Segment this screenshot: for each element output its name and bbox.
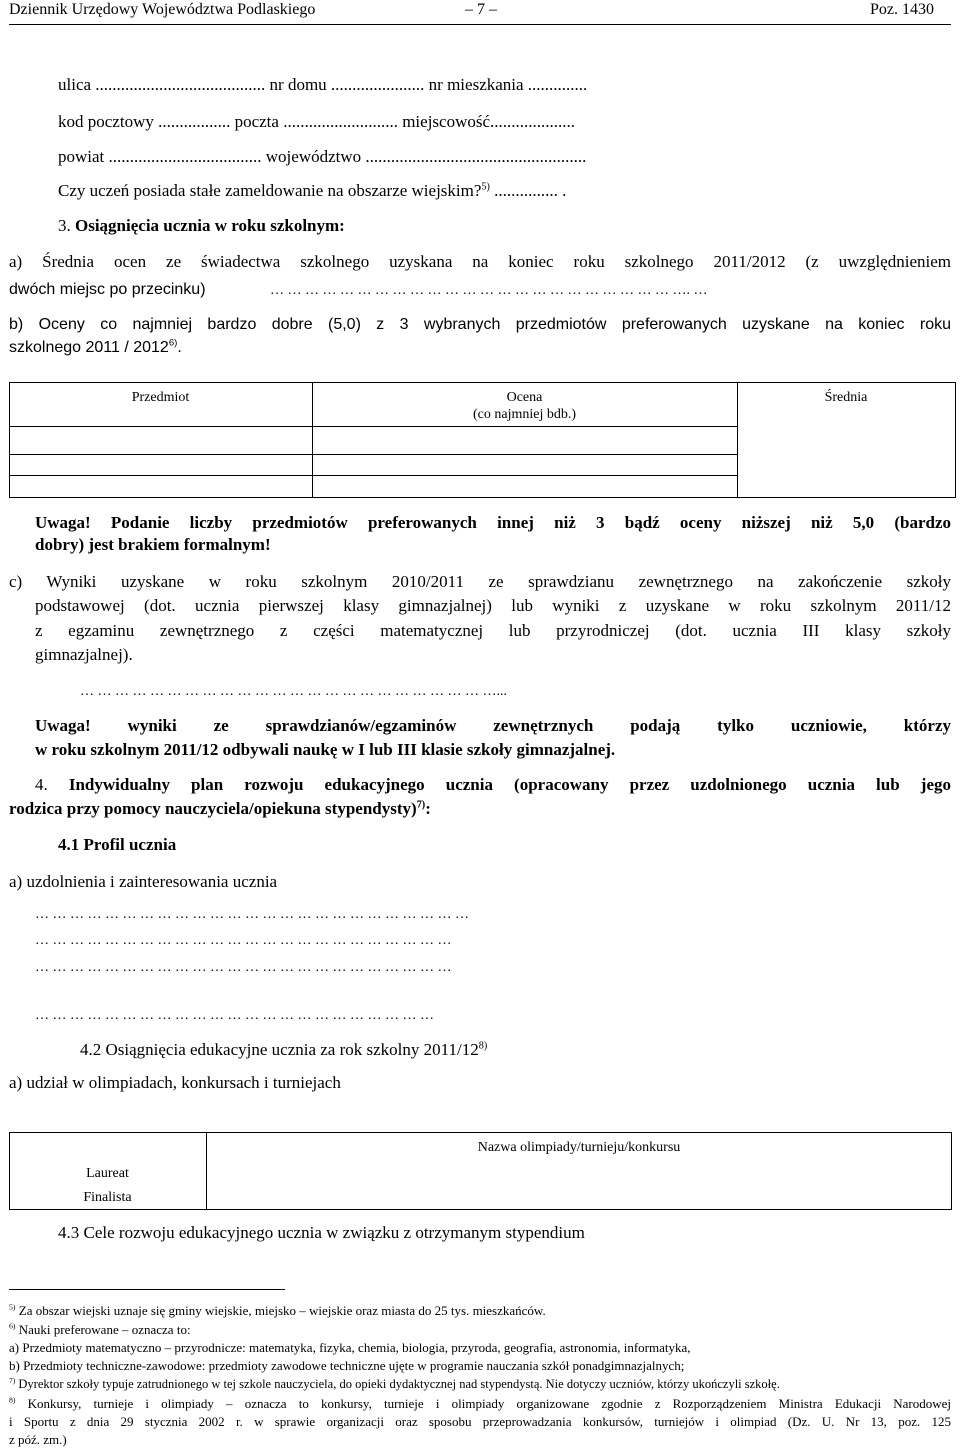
footnote-mark: 7) (9, 1375, 16, 1385)
footnote-text: Dyrektor szkoły typuje zatrudnionego w tej szkole nauczyciela, do opieki dydaktycznej nad stypendystą. Nie dotyczy uczniów, którzy ukończyli szkołę. (15, 1377, 780, 1391)
section-c-line2: podstawowej (dot. ucznia pierwszej klasy gimnazjalnej) lub wyniki z uzyskane w roku szkolnym 2011/12 (35, 596, 951, 615)
warning-1-line2: dobry) jest brakiem formalnym! (35, 535, 271, 554)
footnote-8-line1 (9, 1396, 951, 1412)
grades-subject-cell-3[interactable] (10, 476, 312, 497)
section-4-3-heading: 4.3 Cele rozwoju edukacyjnego ucznia w związku z otrzymanym stypendium (58, 1223, 585, 1242)
section-4-2-text: 4.2 Osiągnięcia edukacyjne ucznia za rok szkolny 2011/12 (80, 1040, 479, 1059)
grades-col-average: Średnia (824, 390, 868, 405)
footnote-mark: 8) (9, 1395, 16, 1405)
rural-answer-dots: ............... . (489, 181, 567, 200)
page-number: – 7 – (465, 1, 497, 18)
section-4-2-heading (80, 1040, 487, 1060)
footnote-8-line2: i Sportu z dnia 29 stycznia 2002 r. w sprawie organizacji oraz sposobu przeprowadzania konkursów, turniejów i olimpiad (Dz. U. Nr 13, poz. 125 (9, 1414, 951, 1429)
footnote-mark: 6) (9, 1321, 16, 1331)
rural-residence-question (58, 181, 566, 201)
footnote-rule (9, 1289, 285, 1290)
olympiad-laureate-label: Laureat (86, 1166, 129, 1181)
section-3-heading (58, 216, 345, 236)
footnote-6b: b) Przedmioty techniczne-zawodowe: przedmioty zawodowe techniczne ujęte w programie nauczania szkół ponadgimnazjalnych; (9, 1358, 685, 1373)
warning-2-line1: Uwaga! wyniki ze sprawdzianów/egzaminów zewnętrznych podają tylko uczniowie, którzy (35, 716, 951, 735)
warning-2-line2: w roku szkolnym 2011/12 odbywali naukę w I lub III klasie szkoły gimnazjalnej. (35, 740, 616, 759)
footnote-ref: 6) (168, 337, 178, 349)
olympiad-name-header: Nazwa olimpiady/turnieju/konkursu (477, 1140, 681, 1155)
footnote-6 (9, 1322, 191, 1338)
address-county-line: powiat .................................... województwo .................................................... (58, 147, 587, 166)
section-c-line4: gimnazjalnej). (35, 645, 133, 664)
warning-1-line1: Uwaga! Podanie liczby przedmiotów preferowanych innej niż 3 bądź oceny niższej niż 5,0 (bardzo (35, 513, 951, 532)
section-3a-line1: a) Średnia ocen ze świadectwa szkolnego uzyskana na koniec roku szkolnego 2011/2012 (z uwzględnieniem (9, 252, 951, 271)
section-4-title-cont: rodzica przy pomocy nauczyciela/opiekuna stypendysty) (9, 799, 417, 818)
section-3b-line1: b) Oceny co najmniej bardzo dobre (5,0) z 3 wybranych przedmiotów preferowanych uzyskane na koniec roku (9, 316, 951, 333)
grades-average-cell[interactable] (738, 427, 955, 497)
grades-subject-cell-1[interactable] (10, 427, 312, 454)
average-answer-dots: … … … … … … … … … … … … … … … … … … … … … … … …. … (270, 283, 708, 298)
3b-period: . (177, 339, 182, 356)
footnote-ref: 5) (481, 181, 490, 193)
grades-subject-cell-2[interactable] (10, 455, 312, 475)
footnote-6a: a) Przedmioty matematyczno – przyrodnicze: matematyka, fizyka, chemia, biologia, przyroda, geografia, astronomia, informatyka, (9, 1340, 691, 1355)
olympiad-finalist-label: Finalista (83, 1190, 132, 1205)
section-number: 4. (35, 775, 69, 794)
rural-question-text: Czy uczeń posiada stałe zameldowanie na obszarze wiejskim? (58, 181, 482, 200)
section-4-title: Indywidualny plan rozwoju edukacyjnego ucznia (opracowany przez uzdolnionego ucznia lub jego (68, 775, 951, 794)
profile-dots-4: … … … … … … … … … … … … … … … … … … … … … … … (35, 1008, 434, 1023)
grades-grade-cell-3[interactable] (313, 476, 737, 497)
profile-dots-2: … … … … … … … … … … … … … … … … … … … … … … … … (35, 933, 452, 948)
olympiad-name-cell[interactable] (207, 1160, 951, 1209)
section-c-line1: c) Wyniki uzyskane w roku szkolnym 2010/2011 ze sprawdzianu zewnętrznego na zakończenie szkoły (9, 572, 951, 591)
header-rule (9, 24, 951, 25)
footnote-8-line3: z póź. zm.) (9, 1432, 67, 1447)
grades-col-grade: Ocena (506, 390, 543, 405)
section-c-line3: z egzaminu zewnętrznego z części matematycznej lub przyrodniczej (dot. ucznia III klasy szkoły (35, 621, 951, 640)
address-street-line: ulica ........................................ nr domu ...................... nr mieszkania .............. (58, 75, 588, 94)
section-4-1a-label: a) uzdolnienia i zainteresowania ucznia (9, 872, 278, 891)
grades-grade-cell-1[interactable] (313, 427, 737, 454)
section-4-line1 (35, 775, 951, 795)
section-title: Osiągnięcia ucznia w roku szkolnym: (75, 216, 345, 235)
footnote-mark: 5) (9, 1302, 16, 1312)
section-4-1-heading: 4.1 Profil ucznia (58, 835, 177, 854)
profile-dots-3: … … … … … … … … … … … … … … … … … … … … … … … … (35, 960, 452, 975)
grades-col-grade-note: (co najmniej bdb.) (472, 407, 577, 422)
section-number: 3. (58, 216, 75, 235)
colon: : (425, 799, 431, 818)
section-4-line2 (9, 799, 431, 819)
footnote-text: Za obszar wiejski uznaje się gminy wiejskie, miejsko – wiejskie oraz miasta do 25 tys. mieszkańców. (15, 1303, 546, 1318)
profile-dots-1: … … … … … … … … … … … … … … … … … … … … … … … … … (35, 907, 469, 922)
footnote-ref: 8) (478, 1040, 488, 1052)
footnote-text: Nauki preferowane – oznacza to: (15, 1322, 191, 1337)
position-number: Poz. 1430 (870, 1, 934, 18)
address-postal-line: kod pocztowy ................. poczta ........................... miejscowość.................... (58, 112, 576, 131)
section-3b-line2 (9, 339, 182, 357)
grades-col-subject: Przedmiot (131, 390, 190, 405)
footnote-7 (9, 1377, 780, 1392)
section-c-answer-dots: … … … … … … … … … … … … … … … … … … … … … … … …... (80, 684, 507, 699)
grades-grade-cell-2[interactable] (313, 455, 737, 475)
footnote-text: Konkursy, turnieje i olimpiady – oznacza to konkursy, turnieje i olimpiady organizowane zgodnie z Rozporządzeniem Ministra Edukacji Narodowej (15, 1396, 951, 1411)
journal-title: Dziennik Urzędowy Województwa Podlaskiego (9, 1, 316, 18)
footnote-ref: 7) (416, 799, 426, 811)
section-3a-line2: dwóch miejsc po przecinku) (9, 281, 206, 298)
section-4-2a-label: a) udział w olimpiadach, konkursach i turniejach (9, 1073, 341, 1092)
3b-text: szkolnego 2011 / 2012 (9, 339, 169, 356)
footnote-5 (9, 1303, 546, 1319)
